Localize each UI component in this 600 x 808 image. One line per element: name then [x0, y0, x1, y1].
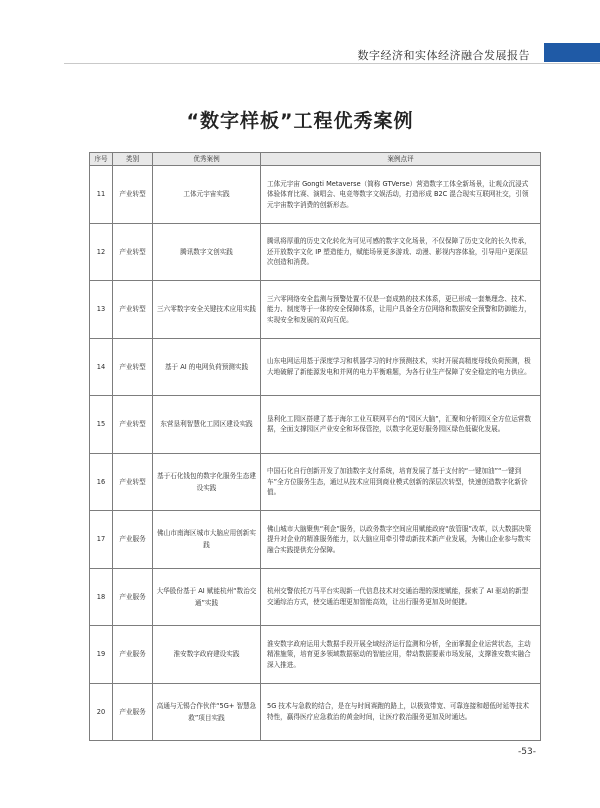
row-review: 中国石化自行创新开发了加油数字支付系统，培育发展了基于支付的“一键加油”“一键到车”全方位服务生态，通过从技术应用到商业模式创新的深层次转型，快速创造数字化新价值。 — [261, 453, 541, 511]
row-number: 17 — [90, 511, 113, 569]
col-header-case: 优秀案例 — [153, 153, 261, 166]
table-row — [90, 453, 541, 511]
row-number: 11 — [90, 166, 113, 224]
row-case-name: 大华股份基于 AI 赋能杭州“数治交通”实践 — [153, 568, 261, 626]
row-category: 产业转型 — [113, 166, 153, 224]
row-number: 18 — [90, 568, 113, 626]
row-category: 产业服务 — [113, 683, 153, 741]
row-category: 产业转型 — [113, 281, 153, 339]
row-category: 产业转型 — [113, 223, 153, 281]
row-category: 产业转型 — [113, 338, 153, 396]
row-review: 三六零网络安全监测与预警处置不仅是一套成熟的技术体系，更已形成一套集理念、技术、能力、制度等于一体的安全保障体系，让用户具备全方位网络和数据安全预警和防御能力，实现安全和发展的双向互促。 — [261, 281, 541, 339]
table-row — [90, 338, 541, 396]
row-review: 杭州交警依托万马平台实现新一代信息技术对交通治理的深度赋能，探索了 AI 驱动的新型交通综治方式，使交通治理更加智能高效，让出行服务更加及时便捷。 — [261, 568, 541, 626]
row-review: 山东电网运用基于深度学习和机器学习的时序预测技术，实时开展高精度母线负荷预测，极大地破解了新能源发电和并网的电力平衡难题，为各行业生产保障了安全稳定的电力供应。 — [261, 338, 541, 396]
col-header-category: 类别 — [113, 153, 153, 166]
page-title: “数字样板”工程优秀案例 — [186, 110, 414, 132]
row-number: 20 — [90, 683, 113, 741]
table-row — [90, 626, 541, 684]
row-case-name: 基于 AI 的电网负荷预测实践 — [153, 338, 261, 396]
row-number: 19 — [90, 626, 113, 684]
header-divider — [64, 63, 600, 64]
row-case-name: 基于石化钱包的数字化服务生态建设实践 — [153, 453, 261, 511]
row-category: 产业服务 — [113, 568, 153, 626]
table-row — [90, 166, 541, 224]
table-row — [90, 511, 541, 569]
row-case-name: 高通与无锡合作伙伴“5G+ 智慧急救”项目实践 — [153, 683, 261, 741]
table-row — [90, 281, 541, 339]
col-header-review: 案例点评 — [261, 153, 541, 166]
row-review: 工体元宇宙 Gongti Metaverse（简称 GTVerse）营造数字工体全新场景，让观众沉浸式体验体育比赛、演唱会、电竞等数字文娱活动，打造形成 B2C 混合现实互联网社交，引领元宇宙数字消费的创新形态。 — [261, 166, 541, 224]
row-case-name: 东营垦利智慧化工园区建设实践 — [153, 396, 261, 454]
row-review: 佛山城市大脑聚焦“利企”服务，以政务数字空间应用赋能政府“放管服”改革，以大数据决策提升对企业的精准服务能力，以大脑应用牵引带动新技术新产业发展，为佛山企业参与数实融合实践提供充分保障。 — [261, 511, 541, 569]
row-case-name: 三六零数字安全关键技术应用实践 — [153, 281, 261, 339]
row-category: 产业服务 — [113, 511, 153, 569]
table-row — [90, 396, 541, 454]
row-review: 腾讯将厚重的历史文化转化为可见可感的数字文化场景，不仅保障了历史文化的长久传承，还开放数字文化 IP 塑造能力，赋能场景更多游戏、动漫、影视内容体验，引导用户更深层次创造和消费。 — [261, 223, 541, 281]
table-row — [90, 223, 541, 281]
row-review: 淮安数字政府运用大数据手段开展全域经济运行监测和分析，全面掌握企业运营状态，主动精准施策，培育更多领域数据驱动的智能应用，带动数据要素市场发展，支撑淮安数实融合深入推进。 — [261, 626, 541, 684]
row-case-name: 工体元宇宙实践 — [153, 166, 261, 224]
row-category: 产业转型 — [113, 396, 153, 454]
header-title: 数字经济和实体经济融合发展报告 — [357, 49, 530, 62]
table-row — [90, 683, 541, 741]
row-review: 5G 技术与急救的结合，是在与时间赛跑的路上，以极致带宽、可靠连接和超低时延等技术特性，赢得医疗应急救治的黄金时间，让医疗救治服务更加及时通达。 — [261, 683, 541, 741]
row-category: 产业服务 — [113, 626, 153, 684]
row-case-name: 淮安数字政府建设实践 — [153, 626, 261, 684]
row-number: 16 — [90, 453, 113, 511]
row-number: 12 — [90, 223, 113, 281]
page-number: -53- — [518, 747, 536, 757]
row-review: 垦利化工园区搭建了基于海尔工业互联网平台的“园区大脑”，汇聚和分析园区全方位运营数据，全面支撑园区产业安全和环保管控，以数字化更好服务园区绿色低碳化发展。 — [261, 396, 541, 454]
row-category: 产业转型 — [113, 453, 153, 511]
row-number: 14 — [90, 338, 113, 396]
header-bar — [544, 43, 600, 62]
row-number: 15 — [90, 396, 113, 454]
cases-table — [89, 152, 541, 741]
row-case-name: 腾讯数字文创实践 — [153, 223, 261, 281]
table-header-row — [90, 153, 541, 166]
table-row — [90, 568, 541, 626]
col-header-no: 序号 — [90, 153, 113, 166]
row-number: 13 — [90, 281, 113, 339]
row-case-name: 佛山市南海区城市大脑应用创新实践 — [153, 511, 261, 569]
